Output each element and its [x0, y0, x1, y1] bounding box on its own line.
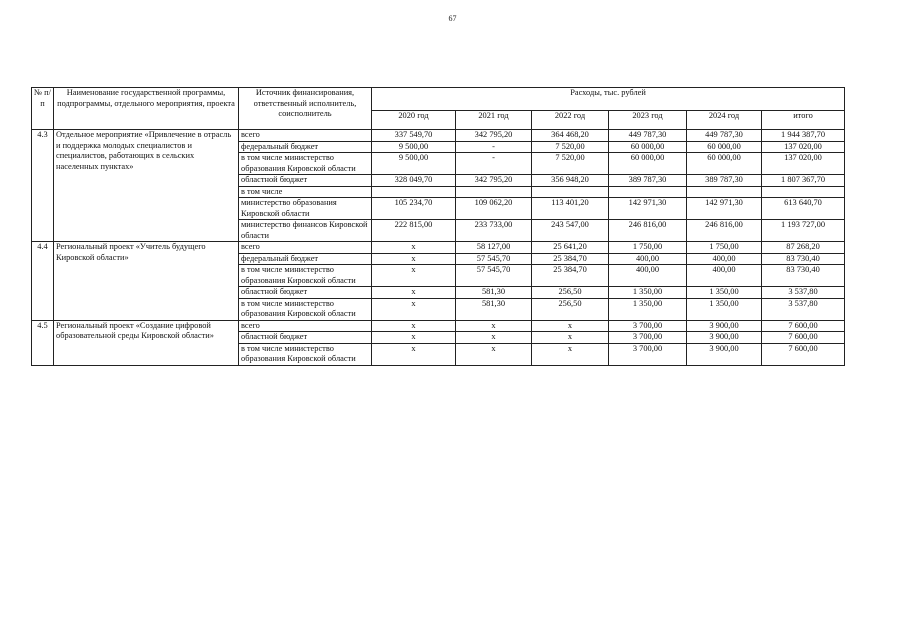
value-cell: x: [372, 253, 456, 265]
value-cell: x: [532, 332, 609, 344]
value-cell: 1 944 387,70: [762, 130, 845, 142]
value-cell: 7 600,00: [762, 332, 845, 344]
value-cell: x: [532, 343, 609, 365]
value-cell: 1 193 727,00: [762, 220, 845, 242]
value-cell: [762, 186, 845, 198]
value-cell: 7 520,00: [532, 141, 609, 153]
value-cell: 25 384,70: [532, 265, 609, 287]
value-cell: x: [372, 320, 456, 332]
source-cell: всего: [239, 320, 372, 332]
value-cell: 342 795,20: [456, 130, 532, 142]
source-cell: областной бюджет: [239, 287, 372, 299]
value-cell: x: [372, 265, 456, 287]
table-row: [32, 320, 845, 332]
source-cell: всего: [239, 242, 372, 254]
value-cell: 57 545,70: [456, 253, 532, 265]
header-total: итого: [762, 111, 845, 130]
row-number: 4.3: [32, 130, 54, 242]
value-cell: 400,00: [687, 253, 762, 265]
value-cell: 9 500,00: [372, 141, 456, 153]
value-cell: 342 795,20: [456, 175, 532, 187]
value-cell: 83 730,40: [762, 253, 845, 265]
header-expenses: Расходы, тыс. рублей: [372, 88, 845, 111]
value-cell: 137 020,00: [762, 141, 845, 153]
source-cell: областной бюджет: [239, 332, 372, 344]
value-cell: 3 900,00: [687, 320, 762, 332]
value-cell: 222 815,00: [372, 220, 456, 242]
row-title: Отдельное мероприятие «Привлечение в отрасль и поддержка молодых специалистов и специалистов, работающих в сельских населенных пунктах»: [54, 130, 239, 242]
value-cell: 356 948,20: [532, 175, 609, 187]
value-cell: 137 020,00: [762, 153, 845, 175]
header-year: 2023 год: [609, 111, 687, 130]
value-cell: 87 268,20: [762, 242, 845, 254]
value-cell: x: [372, 242, 456, 254]
value-cell: 109 062,20: [456, 198, 532, 220]
value-cell: 256,50: [532, 298, 609, 320]
source-cell: федеральный бюджет: [239, 253, 372, 265]
value-cell: [456, 186, 532, 198]
header-year: 2022 год: [532, 111, 609, 130]
header-name: Наименование государственной программы, подпрограммы, отдельного мероприятия, проекта: [54, 88, 239, 130]
value-cell: 7 600,00: [762, 320, 845, 332]
value-cell: 243 547,00: [532, 220, 609, 242]
value-cell: x: [456, 343, 532, 365]
value-cell: 3 537,80: [762, 287, 845, 299]
value-cell: -: [456, 153, 532, 175]
value-cell: 58 127,00: [456, 242, 532, 254]
value-cell: 1 750,00: [687, 242, 762, 254]
value-cell: 246 816,00: [687, 220, 762, 242]
value-cell: 105 234,70: [372, 198, 456, 220]
value-cell: 233 733,00: [456, 220, 532, 242]
value-cell: 7 520,00: [532, 153, 609, 175]
source-cell: в том числе министерство образования Кировской области: [239, 298, 372, 320]
value-cell: 400,00: [609, 253, 687, 265]
value-cell: 581,30: [456, 287, 532, 299]
value-cell: 389 787,30: [687, 175, 762, 187]
value-cell: 328 049,70: [372, 175, 456, 187]
value-cell: x: [372, 287, 456, 299]
value-cell: [532, 186, 609, 198]
value-cell: x: [372, 332, 456, 344]
value-cell: 3 700,00: [609, 320, 687, 332]
value-cell: 449 787,30: [609, 130, 687, 142]
value-cell: 3 700,00: [609, 332, 687, 344]
value-cell: 400,00: [609, 265, 687, 287]
value-cell: 1 350,00: [687, 287, 762, 299]
value-cell: -: [456, 141, 532, 153]
value-cell: 613 640,70: [762, 198, 845, 220]
value-cell: 3 900,00: [687, 343, 762, 365]
row-number: 4.4: [32, 242, 54, 321]
value-cell: 25 384,70: [532, 253, 609, 265]
value-cell: 7 600,00: [762, 343, 845, 365]
value-cell: 3 900,00: [687, 332, 762, 344]
row-number: 4.5: [32, 320, 54, 365]
header-year: 2024 год: [687, 111, 762, 130]
value-cell: 9 500,00: [372, 153, 456, 175]
value-cell: 449 787,30: [687, 130, 762, 142]
value-cell: 581,30: [456, 298, 532, 320]
value-cell: 3 537,80: [762, 298, 845, 320]
value-cell: x: [372, 298, 456, 320]
value-cell: 60 000,00: [687, 141, 762, 153]
value-cell: 60 000,00: [687, 153, 762, 175]
value-cell: 3 700,00: [609, 343, 687, 365]
source-cell: в том числе министерство образования Кировской области: [239, 265, 372, 287]
table-row: [32, 130, 845, 142]
value-cell: 1 807 367,70: [762, 175, 845, 187]
source-cell: в том числе министерство образования Кировской области: [239, 153, 372, 175]
header-number: № п/п: [32, 88, 54, 130]
value-cell: 364 468,20: [532, 130, 609, 142]
value-cell: 246 816,00: [609, 220, 687, 242]
page-number: 67: [448, 14, 457, 23]
value-cell: 256,50: [532, 287, 609, 299]
budget-table: [31, 87, 845, 366]
value-cell: 83 730,40: [762, 265, 845, 287]
source-cell: в том числе: [239, 186, 372, 198]
value-cell: 400,00: [687, 265, 762, 287]
value-cell: [372, 186, 456, 198]
value-cell: x: [456, 332, 532, 344]
source-cell: министерство финансов Кировской области: [239, 220, 372, 242]
source-cell: областной бюджет: [239, 175, 372, 187]
value-cell: 337 549,70: [372, 130, 456, 142]
value-cell: [609, 186, 687, 198]
header-year: 2020 год: [372, 111, 456, 130]
value-cell: [687, 186, 762, 198]
header-source: Источник финансирования, ответственный исполнитель, соисполнитель: [239, 88, 372, 130]
value-cell: 57 545,70: [456, 265, 532, 287]
value-cell: 25 641,20: [532, 242, 609, 254]
source-cell: в том числе министерство образования Кировской области: [239, 343, 372, 365]
table-row: [32, 242, 845, 254]
value-cell: x: [532, 320, 609, 332]
value-cell: 1 750,00: [609, 242, 687, 254]
source-cell: всего: [239, 130, 372, 142]
source-cell: федеральный бюджет: [239, 141, 372, 153]
value-cell: 1 350,00: [609, 287, 687, 299]
value-cell: 60 000,00: [609, 141, 687, 153]
value-cell: 142 971,30: [609, 198, 687, 220]
value-cell: 60 000,00: [609, 153, 687, 175]
value-cell: x: [456, 320, 532, 332]
value-cell: 142 971,30: [687, 198, 762, 220]
source-cell: министерство образования Кировской области: [239, 198, 372, 220]
value-cell: 1 350,00: [609, 298, 687, 320]
value-cell: 389 787,30: [609, 175, 687, 187]
value-cell: 1 350,00: [687, 298, 762, 320]
value-cell: 113 401,20: [532, 198, 609, 220]
header-year: 2021 год: [456, 111, 532, 130]
row-title: Региональный проект «Создание цифровой образовательной среды Кировской области»: [54, 320, 239, 365]
row-title: Региональный проект «Учитель будущего Кировской области»: [54, 242, 239, 321]
value-cell: x: [372, 343, 456, 365]
